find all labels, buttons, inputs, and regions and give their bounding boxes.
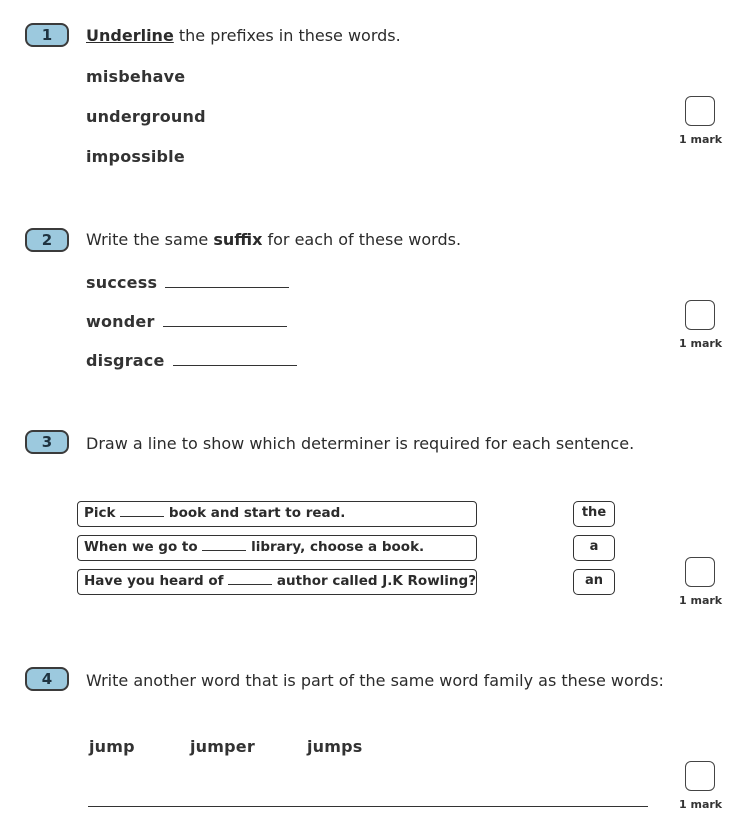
sentence-text: library, choose a book. [246,539,425,555]
suffix-word: success [86,273,158,292]
word-family-word: jumper [190,737,255,756]
question-instruction [86,230,461,249]
suffix-word: disgrace [86,351,165,370]
sentence-box[interactable] [77,535,477,561]
suffix-row [86,312,287,331]
answer-line[interactable] [88,806,648,807]
mark-box[interactable] [685,761,715,791]
instruction-text: for each of these words. [262,230,462,249]
suffix-word: wonder [86,312,155,331]
mark-label: 1 mark [679,337,723,350]
sentence-text: When we go to [84,539,203,555]
suffix-answer-blank[interactable] [165,273,289,288]
question-number-badge: 3 [25,430,69,454]
word-family-word: jumps [307,737,363,756]
suffix-row [86,351,297,370]
prefix-word[interactable]: misbehave [86,67,186,86]
sentence-box[interactable] [77,501,477,527]
determiner-box[interactable]: a [573,535,615,561]
sentence-blank [120,504,164,517]
question-number-badge: 2 [25,228,69,252]
prefix-word[interactable]: underground [86,107,206,126]
instruction-emphasis: Underline [86,26,174,45]
sentence-text: author called J.K Rowling? [272,573,477,589]
question-number-badge: 1 [25,23,69,47]
mark-box[interactable] [685,300,715,330]
sentence-blank [228,572,272,585]
sentence-text: book and start to read. [164,505,346,521]
suffix-row [86,273,289,292]
suffix-answer-blank[interactable] [173,351,297,366]
suffix-answer-blank[interactable] [163,312,287,327]
mark-box[interactable] [685,96,715,126]
question-number-badge: 4 [25,667,69,691]
mark-box[interactable] [685,557,715,587]
instruction-text: Write the same [86,230,214,249]
sentence-box[interactable] [77,569,477,595]
instruction-emphasis: suffix [213,230,263,249]
mark-label: 1 mark [679,798,723,811]
sentence-text: Pick [84,505,121,521]
question-instruction: Draw a line to show which determiner is required for each sentence. [86,434,635,453]
determiner-box[interactable]: an [573,569,615,595]
question-instruction: Write another word that is part of the same word family as these words: [86,671,664,690]
prefix-word[interactable]: impossible [86,147,185,166]
mark-label: 1 mark [679,594,723,607]
sentence-text: Have you heard of [84,573,229,589]
determiner-box[interactable]: the [573,501,615,527]
word-family-word: jump [89,737,135,756]
instruction-text: the prefixes in these words. [173,26,401,45]
sentence-blank [202,538,246,551]
mark-label: 1 mark [679,133,723,146]
question-instruction [86,26,401,45]
